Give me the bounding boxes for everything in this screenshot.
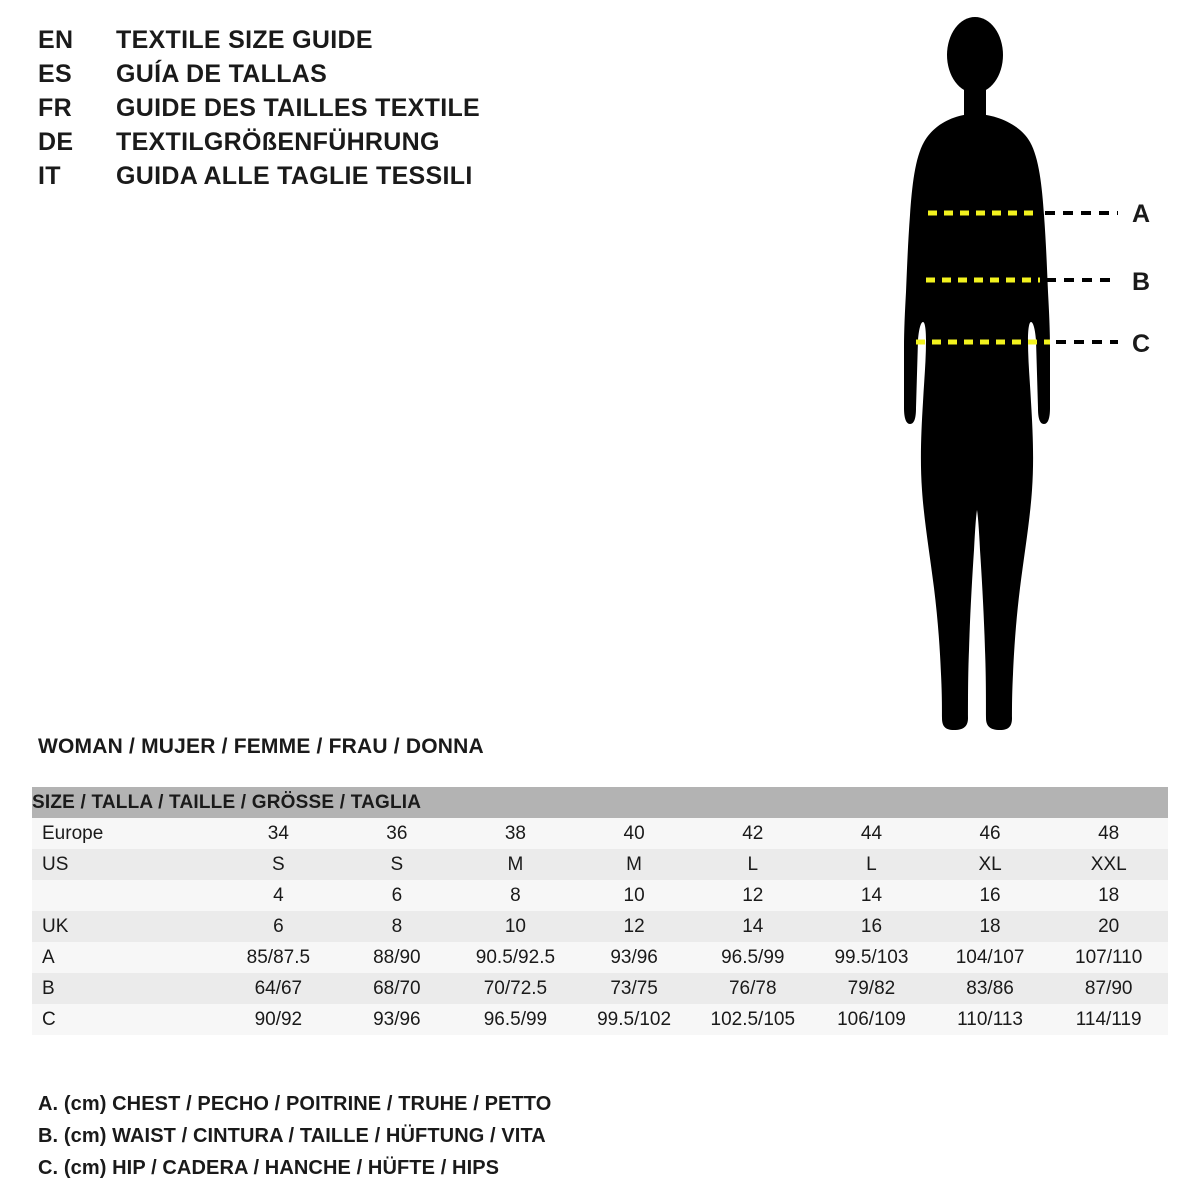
size-figure <box>860 10 1190 750</box>
table-row <box>32 911 1168 942</box>
row-label-us-numeric <box>32 880 219 911</box>
title-row-fr <box>38 94 658 128</box>
cell-usnum-3: 10 <box>623 884 645 906</box>
title-lang-es: ES <box>38 60 72 88</box>
female-body-silhouette-icon <box>860 10 1190 750</box>
table-row <box>32 849 1168 880</box>
cell-a-1: 88/90 <box>373 946 421 968</box>
cell-usnum-5: 14 <box>860 884 883 906</box>
title-lang-fr: FR <box>38 94 72 122</box>
title-text-en: TEXTILE SIZE GUIDE <box>116 26 373 54</box>
cell-europe-1: 36 <box>386 822 408 844</box>
footnotes <box>38 1088 838 1184</box>
section-heading: WOMAN / MUJER / FEMME / FRAU / DONNA <box>38 735 484 758</box>
row-label-a: A <box>42 946 55 968</box>
row-label-us: US <box>42 853 69 875</box>
footnote-a: A. (cm) CHEST / PECHO / POITRINE / TRUHE / PETTO <box>38 1093 552 1115</box>
cell-europe-3: 40 <box>623 822 645 844</box>
cell-europe-0: 34 <box>267 822 289 844</box>
cell-us-2: M <box>507 853 524 875</box>
cell-b-1: 68/70 <box>373 977 421 999</box>
table-row <box>32 973 1168 1004</box>
table-header-label: SIZE / TALLA / TAILLE / GRÖSSE / TAGLIA <box>32 791 422 813</box>
table-row <box>32 1004 1168 1035</box>
title-text-it: GUIDA ALLE TAGLIE TESSILI <box>116 162 473 190</box>
cell-europe-2: 38 <box>504 822 526 844</box>
cell-b-4: 76/78 <box>728 977 777 999</box>
table-row <box>32 942 1168 973</box>
cell-c-5: 106/109 <box>837 1008 906 1030</box>
footnote-c: C. (cm) HIP / CADERA / HANCHE / HÜFTE / HIPS <box>38 1157 500 1179</box>
cell-europe-7: 48 <box>1098 822 1120 844</box>
table-header-row <box>32 787 1168 818</box>
cell-a-3: 93/96 <box>610 946 658 968</box>
cell-a-2: 90.5/92.5 <box>475 946 556 968</box>
cell-b-0: 64/67 <box>254 977 303 999</box>
cell-uk-0: 6 <box>273 915 284 937</box>
cell-uk-5: 16 <box>860 915 883 937</box>
cell-b-7: 87/90 <box>1084 977 1133 999</box>
title-row-it <box>38 162 658 196</box>
measurement-label-c: C <box>1132 330 1151 358</box>
cell-usnum-6: 16 <box>979 884 1001 906</box>
cell-usnum-7: 18 <box>1098 884 1120 906</box>
size-chart-table <box>32 787 1168 1035</box>
cell-us-4: L <box>747 853 759 875</box>
cell-uk-4: 14 <box>742 915 764 937</box>
cell-a-7: 107/110 <box>1075 946 1143 968</box>
title-row-en <box>38 26 658 60</box>
cell-europe-5: 44 <box>860 822 883 844</box>
row-label-b: B <box>42 977 55 999</box>
title-text-de: TEXTILGRÖßENFÜHRUNG <box>116 128 440 156</box>
cell-c-7: 114/119 <box>1075 1008 1142 1030</box>
row-label-europe: Europe <box>42 822 104 844</box>
table-row <box>32 818 1168 849</box>
table-row <box>32 880 1168 911</box>
cell-usnum-1: 6 <box>391 884 403 906</box>
cell-a-0: 85/87.5 <box>246 946 311 968</box>
cell-b-2: 70/72.5 <box>483 977 548 999</box>
cell-c-1: 93/96 <box>373 1008 421 1030</box>
cell-a-4: 96.5/99 <box>721 946 785 968</box>
cell-usnum-4: 12 <box>742 884 764 906</box>
row-label-uk: UK <box>42 915 69 937</box>
cell-usnum-0: 4 <box>273 884 284 906</box>
measurement-label-a: A <box>1132 200 1151 228</box>
cell-c-0: 90/92 <box>254 1008 303 1030</box>
measurement-label-b: B <box>1132 268 1151 296</box>
cell-uk-3: 12 <box>623 915 645 937</box>
row-label-c: C <box>42 1008 56 1030</box>
cell-b-5: 79/82 <box>847 977 896 999</box>
cell-europe-6: 46 <box>979 822 1001 844</box>
cell-uk-2: 10 <box>504 915 526 937</box>
cell-a-5: 99.5/103 <box>834 946 909 968</box>
cell-b-6: 83/86 <box>966 977 1014 999</box>
cell-uk-7: 20 <box>1098 915 1120 937</box>
cell-uk-1: 8 <box>391 915 403 937</box>
cell-uk-6: 18 <box>979 915 1001 937</box>
cell-c-3: 99.5/102 <box>597 1008 672 1030</box>
title-lang-de: DE <box>38 128 74 156</box>
cell-a-6: 104/107 <box>955 946 1025 968</box>
title-lang-en: EN <box>38 26 74 54</box>
cell-c-2: 96.5/99 <box>483 1008 548 1030</box>
cell-us-6: XL <box>978 853 1002 875</box>
cell-us-3: M <box>626 853 642 875</box>
cell-c-4: 102.5/105 <box>710 1008 796 1030</box>
title-text-es: GUÍA DE TALLAS <box>116 60 328 88</box>
title-text-fr: GUIDE DES TAILLES TEXTILE <box>116 94 481 122</box>
cell-c-6: 110/113 <box>957 1008 1023 1030</box>
cell-b-3: 73/75 <box>610 977 658 999</box>
cell-us-0: S <box>272 853 285 875</box>
footnote-b: B. (cm) WAIST / CINTURA / TAILLE / HÜFTUNG / VITA <box>38 1125 546 1147</box>
title-row-es <box>38 60 658 94</box>
cell-us-5: L <box>866 853 877 875</box>
cell-europe-4: 42 <box>742 822 764 844</box>
title-lang-it: IT <box>38 162 61 190</box>
cell-us-7: XXL <box>1090 853 1127 875</box>
cell-us-1: S <box>390 853 404 875</box>
title-block <box>38 26 658 196</box>
title-row-de <box>38 128 658 162</box>
cell-usnum-2: 8 <box>510 884 521 906</box>
